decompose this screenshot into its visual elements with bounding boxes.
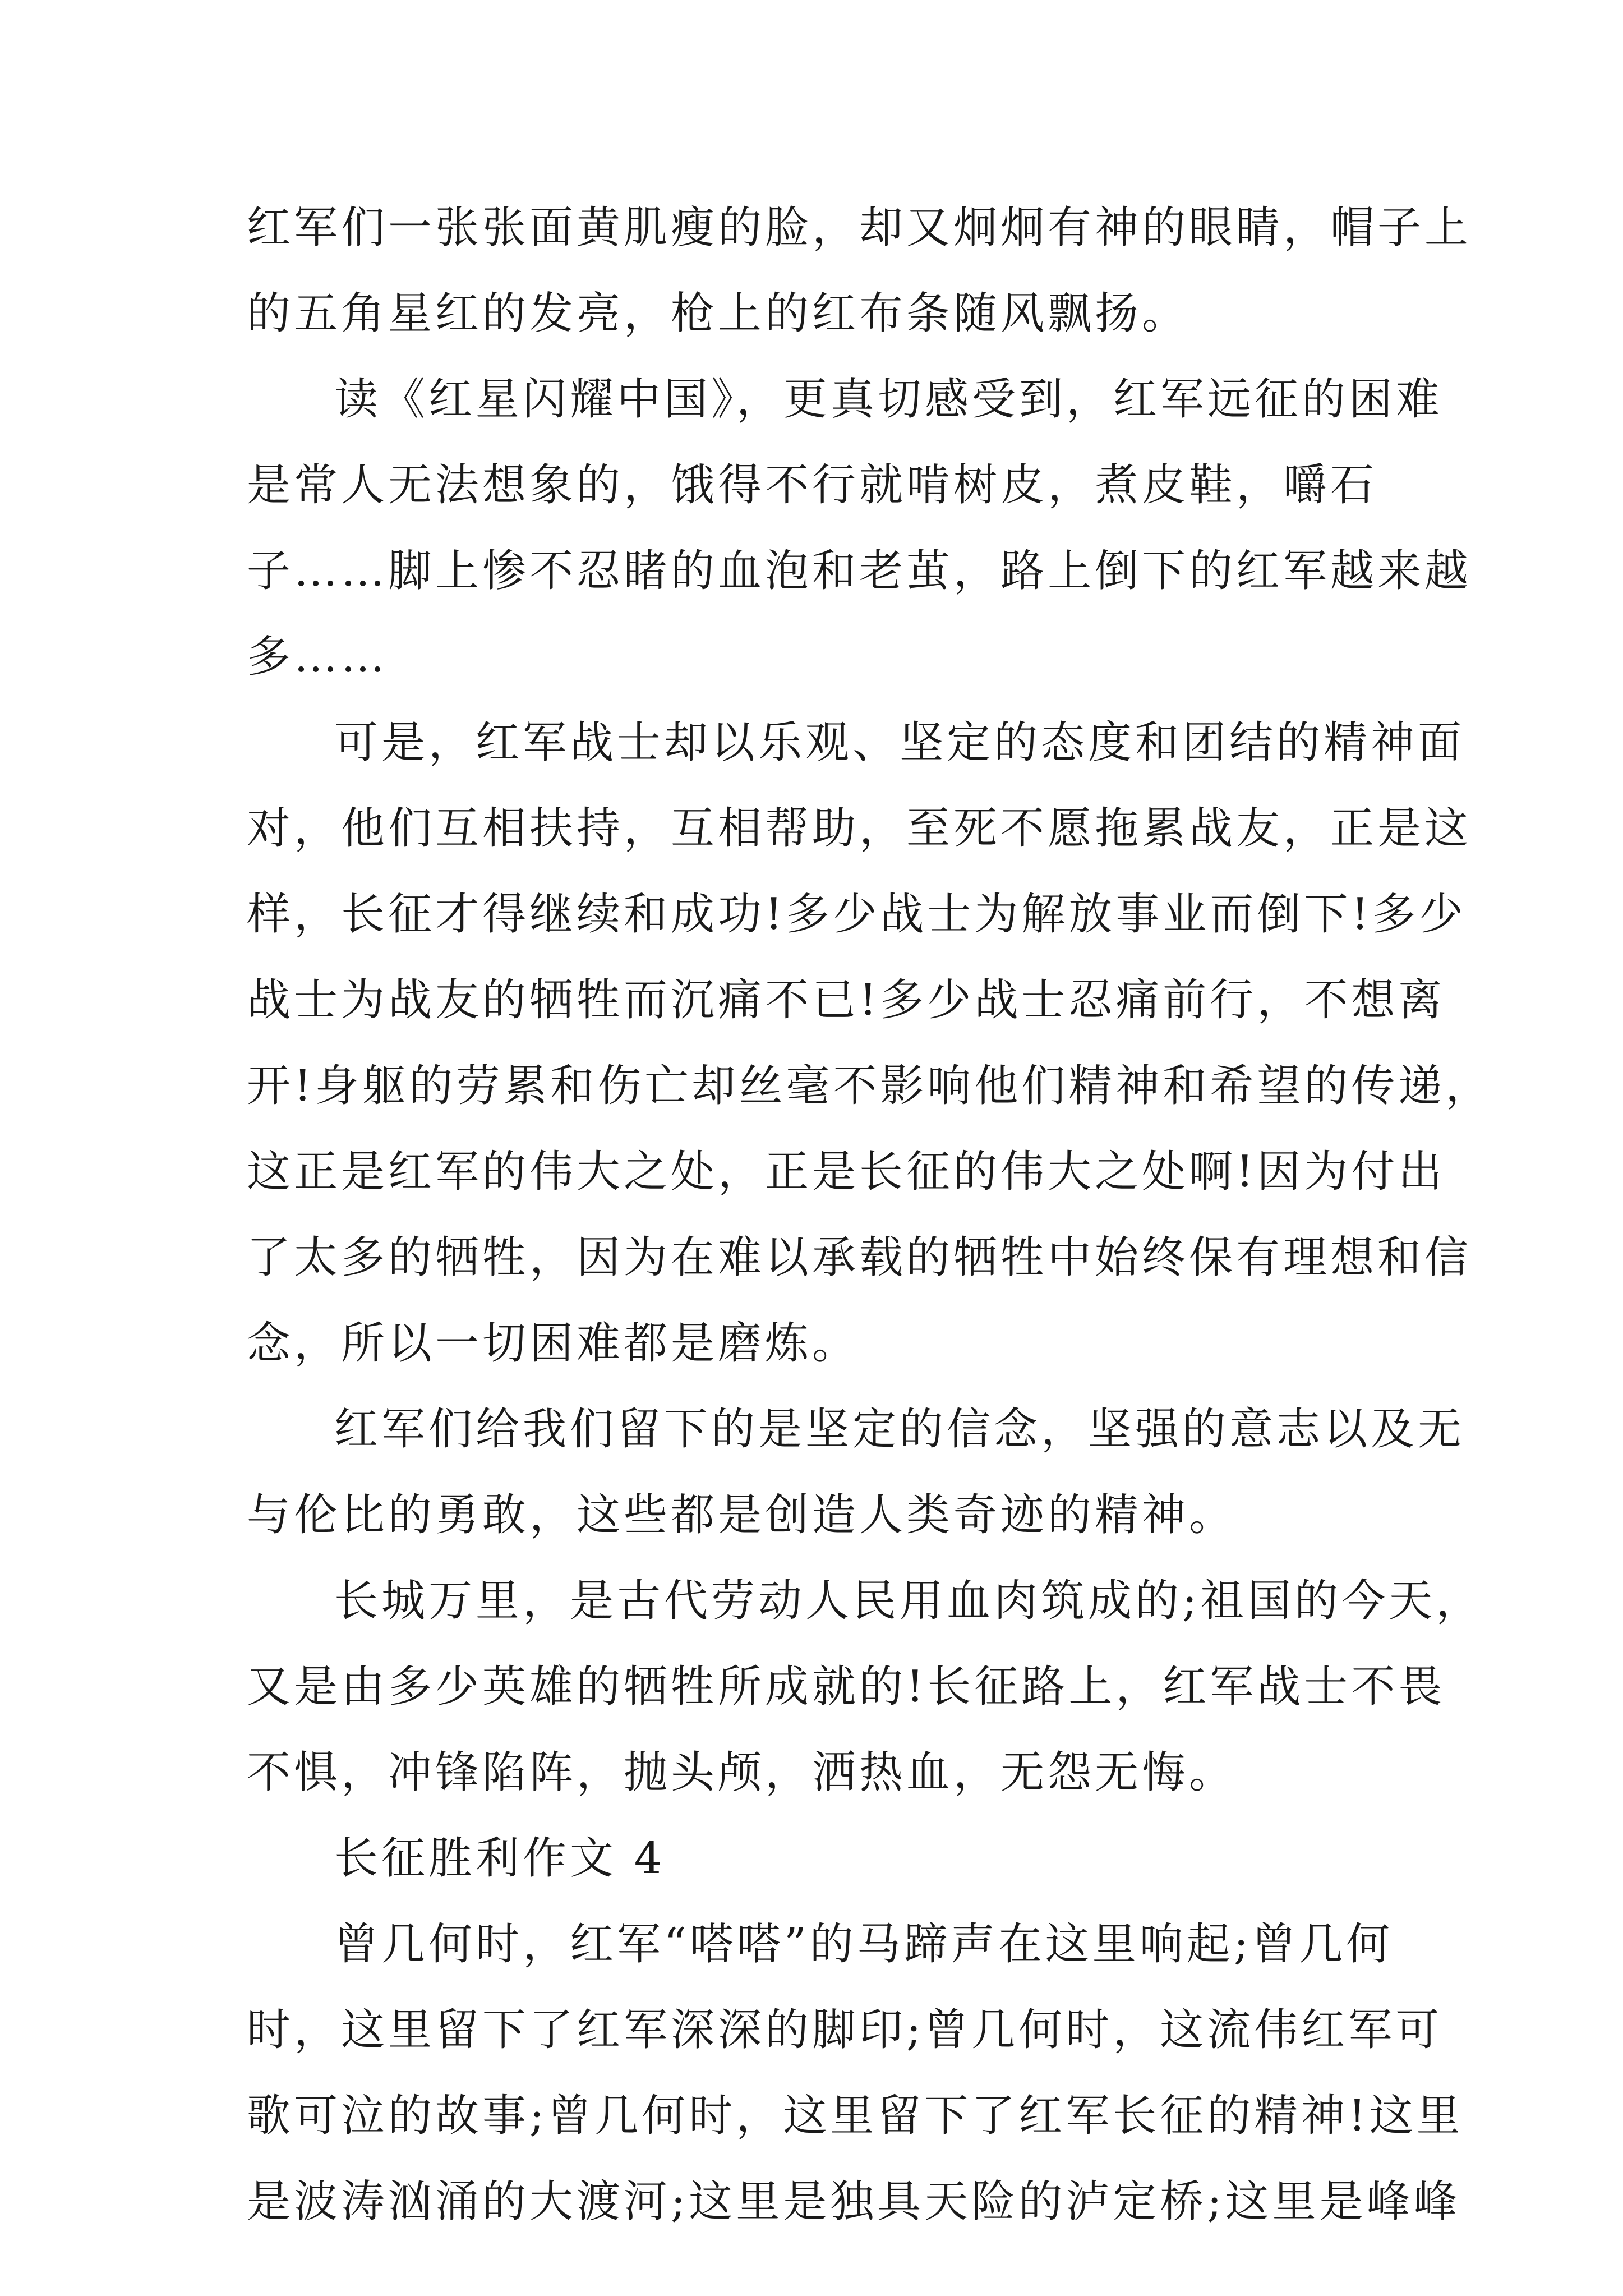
paragraph-first-line: 红军们给我们留下的是坚定的信念，坚强的意志以及无 xyxy=(334,1404,1465,1455)
text-line: 对，他们互相扶持，互相帮助，至死不愿拖累战友，正是这 xyxy=(247,803,1472,854)
text-line: 战士为战友的牺牲而沉痛不已!多少战士忍痛前行，不想离 xyxy=(247,975,1446,1025)
text-line: 红军们一张张面黄肌瘦的脸，却又炯炯有神的眼睛，帽子上 xyxy=(247,203,1472,253)
text-line: 的五角星红的发亮，枪上的红布条随风飘扬。 xyxy=(247,288,1189,339)
text-line: 开!身躯的劳累和伤亡却丝毫不影响他们精神和希望的传递， xyxy=(247,1061,1493,1111)
text-line: 歌可泣的故事;曾几何时，这里留下了红军长征的精神!这里 xyxy=(247,2091,1464,2141)
text-line: 又是由多少英雄的牺牲所成就的!长征路上，红军战士不畏 xyxy=(247,1662,1446,1712)
text-line: 多…… xyxy=(247,632,389,682)
text-line: 与伦比的勇敢，这些都是创造人类奇迹的精神。 xyxy=(247,1490,1237,1540)
text-line: 这正是红军的伟大之处，正是长征的伟大之处啊!因为付出 xyxy=(247,1147,1446,1197)
body-text xyxy=(247,185,1493,2245)
text-line: 子……脚上惨不忍睹的血泡和老茧，路上倒下的红军越来越 xyxy=(247,546,1472,596)
text-line: 是波涛汹涌的大渡河;这里是独具天险的泸定桥;这里是峰峰 xyxy=(247,2177,1461,2227)
text-line: 是常人无法想象的，饿得不行就啃树皮，煮皮鞋，嚼石 xyxy=(247,460,1378,510)
paragraph-first-line: 可是，红军战士却以乐观、坚定的态度和团结的精神面 xyxy=(334,717,1465,768)
text-line: 时，这里留下了红军深深的脚印;曾几何时，这流伟红军可 xyxy=(247,2005,1443,2055)
text-line: 不惧，冲锋陷阵，抛头颅，洒热血，无怨无悔。 xyxy=(247,1747,1237,1798)
paragraph-first-line: 长城万里，是古代劳动人民用血肉筑成的;祖国的今天， xyxy=(334,1576,1483,1626)
section-heading: 长征胜利作文 4 xyxy=(334,1833,666,1884)
text-line: 念，所以一切困难都是磨炼。 xyxy=(247,1318,860,1369)
paragraph-first-line: 读《红星闪耀中国》，更真切感受到，红军远征的困难 xyxy=(334,374,1444,425)
text-line: 样，长征才得继续和成功!多少战士为解放事业而倒下!多少 xyxy=(247,889,1467,940)
paragraph-first-line: 曾几何时，红军“嗒嗒”的马蹄声在这里响起;曾几何 xyxy=(334,1919,1394,1970)
text-line: 了太多的牺牲，因为在难以承载的牺牲中始终保有理想和信 xyxy=(247,1232,1472,1283)
